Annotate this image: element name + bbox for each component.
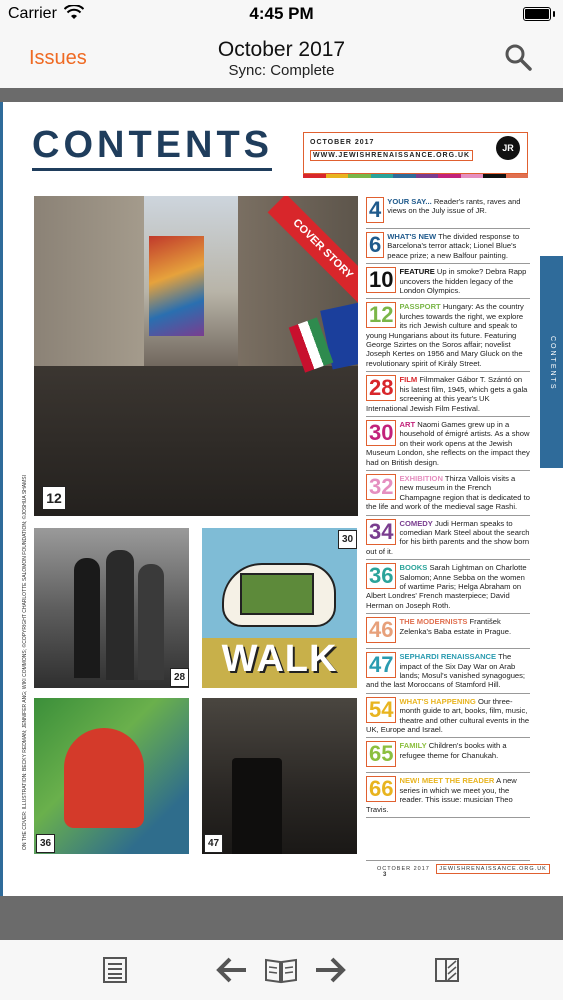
contents-item[interactable]: [366, 299, 530, 372]
footer-month: OCTOBER 2017: [377, 866, 430, 872]
contents-item[interactable]: [366, 372, 530, 417]
masthead-url: WWW.JEWISHRENAISSANCE.ORG.UK: [310, 150, 473, 161]
item-section: SEPHARDI RENAISSANCE: [399, 652, 497, 662]
photo-credit-text: ON THE COVER: ILLUSTRATION: BECKY REDMAN; JENNIFER ANG; WIKI COMMONS; ©COPYRIGHT CHARLOTTE SALOMON FOUNDATION; ©JOSHUA SHAMSI: [22, 474, 28, 850]
arrow-right-icon[interactable]: [314, 956, 346, 984]
building-left: [34, 196, 144, 376]
item-section: WHAT'S NEW: [387, 232, 437, 241]
item-section: FILM: [399, 375, 418, 385]
mural: [149, 236, 204, 336]
item-text: The impact of the Six Day War on Arab lands; Mosul's vanished synagogues; and the last Moroccans of Stamford Hill.: [366, 652, 526, 690]
figure: [74, 558, 100, 678]
list-icon[interactable]: [102, 956, 128, 984]
pages-icon[interactable]: [434, 956, 460, 984]
item-text: The divided response to Barcelona's terror attack; Lionel Blue's peace prize; a new Balfour painting.: [387, 232, 520, 260]
page-bottom-margin: [0, 896, 563, 940]
walk-text: WALK: [221, 638, 338, 680]
item-description: [366, 420, 530, 467]
contents-item[interactable]: [366, 229, 530, 264]
item-description: [366, 652, 530, 690]
cover-story-photo[interactable]: [34, 196, 358, 516]
item-page-number: 54: [366, 697, 396, 723]
item-description: [366, 563, 530, 610]
contents-item[interactable]: [366, 614, 530, 649]
contents-item[interactable]: [366, 194, 530, 229]
sync-status: Sync: Complete: [228, 62, 335, 79]
color-stripe: [303, 174, 528, 178]
doorway: [232, 758, 282, 854]
magazine-page[interactable]: [0, 102, 563, 896]
cover-story-ribbon: COVER STORY: [268, 196, 358, 304]
item-section: PASSPORT: [399, 302, 441, 312]
page-heading: CONTENTS: [32, 124, 273, 166]
item-page-number: 32: [366, 474, 396, 500]
heading-underline: [32, 168, 272, 171]
item-text: Thirza Vallois visits a new museum in the French Champagne region that is dedicated to the life and work of the medieval sage Rashi.: [366, 473, 530, 512]
contents-item[interactable]: [366, 649, 530, 694]
item-description: [366, 375, 530, 413]
item-section: FEATURE: [399, 267, 435, 277]
item-description: [366, 741, 530, 767]
contents-item[interactable]: [366, 417, 530, 471]
item-page-number: 66: [366, 776, 396, 802]
item-text: Our three-month guide to art, books, film, music, theatre and other cultural events in the UK, Europe and Israel.: [366, 696, 530, 735]
item-text: Filmmaker Gábor T. Szántó on his latest film, 1945, which gets a gala screening at this year's UK International Jewish Film Festival.: [366, 375, 528, 413]
navigation-bar: [0, 28, 563, 88]
item-text: Reader's rants, raves and views on the July issue of JR.: [387, 197, 521, 216]
item-description: [366, 302, 530, 368]
issues-back-button[interactable]: Issues: [29, 47, 87, 69]
item-description: [366, 474, 530, 512]
footer-url: JEWISHRENAISSANCE.ORG.UK: [436, 864, 549, 874]
side-tab-label: CONTENTS: [549, 336, 556, 391]
status-bar: [0, 0, 563, 28]
clock: 4:45 PM: [249, 4, 314, 23]
item-section: NEW! MEET THE READER: [399, 776, 495, 786]
page-left-edge: [0, 102, 3, 896]
item-description: [366, 232, 530, 260]
crowd: [34, 366, 358, 516]
masthead-month: OCTOBER 2017: [310, 139, 375, 146]
contents-item[interactable]: [366, 738, 530, 773]
item-page-number: 30: [366, 420, 396, 446]
art-illustration[interactable]: [202, 528, 357, 688]
item-page-number: 28: [366, 375, 396, 401]
contents-item[interactable]: [366, 471, 530, 516]
item-page-number: 46: [366, 617, 396, 643]
contents-item[interactable]: [366, 516, 530, 561]
battery-icon: [523, 7, 551, 21]
item-page-number: 47: [366, 652, 396, 678]
book-icon[interactable]: [264, 956, 298, 984]
item-description: [366, 697, 530, 735]
item-section: COMEDY: [399, 518, 433, 528]
item-section: BOOKS: [399, 563, 428, 573]
item-description: [366, 776, 530, 814]
item-description: [366, 267, 530, 295]
item-section: WHAT'S HAPPENING: [399, 696, 476, 706]
jr-logo: JR: [496, 136, 520, 160]
item-section: FAMILY: [399, 741, 427, 751]
contents-item[interactable]: [366, 694, 530, 739]
contents-item[interactable]: [366, 560, 530, 614]
item-page-number: 65: [366, 741, 396, 767]
bottom-toolbar: [0, 940, 563, 1000]
photo-number: 36: [36, 834, 55, 853]
figure: [106, 550, 134, 680]
books-painting[interactable]: [34, 698, 189, 854]
contents-side-tab: [540, 256, 563, 468]
item-text: Judi Herman speaks to comedian Mark Steel about the search for his birth parents and the show born out of it.: [366, 518, 530, 556]
item-description: [366, 197, 530, 222]
figure: [138, 564, 164, 680]
page-top-margin: [0, 88, 563, 102]
issue-title: October 2017: [217, 38, 346, 61]
painted-figure: [64, 728, 144, 828]
item-section: ART: [399, 419, 416, 429]
contents-item[interactable]: [366, 773, 530, 818]
search-icon[interactable]: [503, 42, 533, 72]
sephardi-photo[interactable]: [202, 698, 357, 854]
photo-number: 30: [338, 530, 357, 549]
item-text: Naomi Games grew up in a household of émigré artists. As a show on their work opens at the Jewish Museum London, she reflects on the impact they had on British design.: [366, 419, 530, 467]
item-text: Hungary: As the country lurches towards the right, we explore its rich Jewish culture and speak to young Hungarians about its future. Featuring George Szirtes on the Soros affair; novelist Joseph Kertes on 1956 and Mary Gluck on the revolutionary spirit of Király Street.: [366, 302, 524, 368]
film-photo[interactable]: [34, 528, 189, 688]
page-footer: [377, 866, 563, 878]
horse-blanket: [240, 573, 314, 615]
item-text: Up in smoke? Debra Rapp uncovers the hidden legacy of the London Olympics.: [399, 267, 527, 296]
photo-number: 28: [170, 668, 189, 687]
item-description: [366, 519, 530, 557]
item-text: Sarah Lightman on Charlotte Salomon; Anne Sebba on the women of wartime Paris; Helga Abraham on Albert Londres' French masterpiece; David Herman on Joseph Roth.: [366, 563, 527, 610]
carrier-label: Carrier: [8, 5, 57, 22]
item-description: [366, 617, 530, 643]
item-page-number: 34: [366, 519, 396, 545]
item-text: A new series in which we meet you, the reader. This issue: musician Theo Travis.: [366, 776, 517, 814]
item-page-number: 36: [366, 563, 396, 589]
item-page-number: 4: [366, 197, 384, 223]
photo-number: 12: [42, 486, 66, 510]
photo-number: 47: [204, 834, 223, 853]
item-text: Children's books with a refugee theme for Chanukah.: [399, 741, 507, 760]
masthead-box: [303, 132, 528, 174]
item-page-number: 6: [366, 232, 384, 258]
item-section: YOUR SAY...: [387, 197, 432, 206]
contents-list: [366, 194, 530, 818]
item-page-number: 12: [366, 302, 396, 328]
item-section: THE MODERNISTS: [399, 617, 468, 627]
item-page-number: 10: [366, 267, 396, 293]
footer-rule: [366, 860, 530, 861]
arrow-left-icon[interactable]: [216, 956, 248, 984]
item-section: EXHIBITION: [399, 473, 443, 483]
contents-item[interactable]: [366, 264, 530, 299]
page-number: 3: [383, 872, 388, 878]
item-text: František Zelenka's Baba estate in Prague.: [399, 617, 512, 636]
